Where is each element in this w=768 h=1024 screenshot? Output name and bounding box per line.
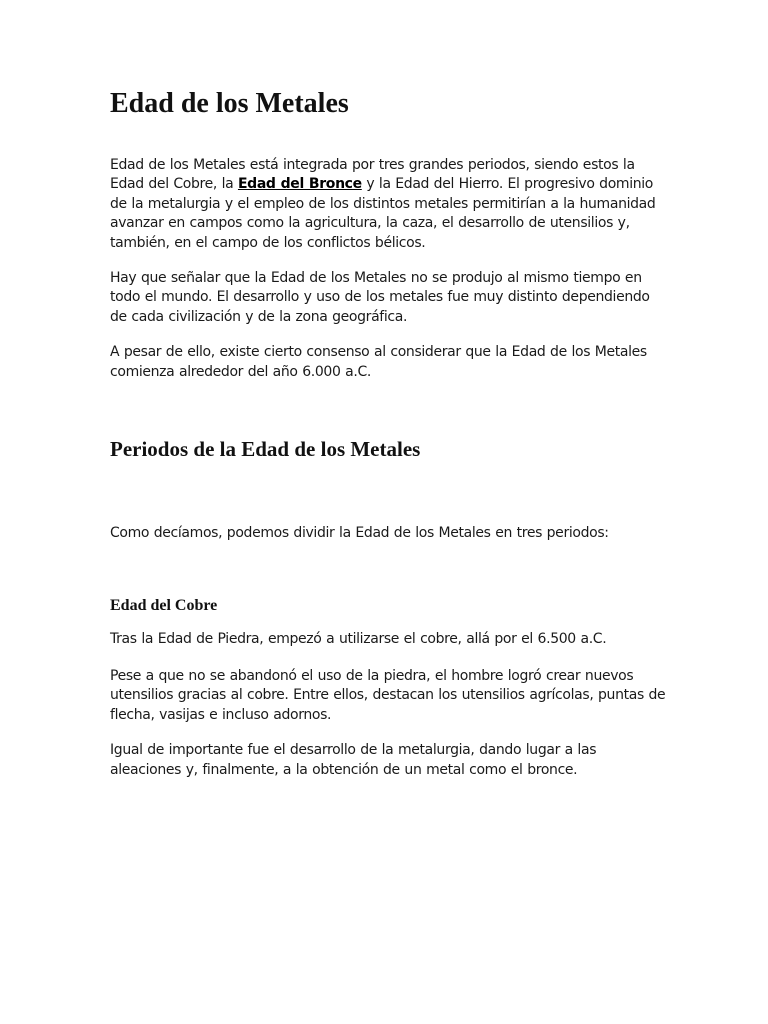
- paragraph-2: Hay que señalar que la Edad de los Metales no se produjo al mismo tiempo en todo el mundo. El desarrollo y uso de los metales fue muy distinto dependiendo de cada civilización y de la zona geográfica.: [110, 270, 650, 325]
- edad-del-bronce-link[interactable]: Edad del Bronce: [237, 176, 362, 193]
- paragraph-3: A pesar de ello, existe cierto consenso al considerar que la Edad de los Metales comienza alrededor del año 6.000 a.C.: [110, 344, 647, 380]
- section-heading-periodos: Periodos de la Edad de los Metales: [110, 437, 421, 462]
- periodos-paragraph: Como decíamos, podemos dividir la Edad de los Metales en tres periodos:: [110, 525, 609, 542]
- cobre-paragraph-3: Igual de importante fue el desarrollo de la metalurgia, dando lugar a las aleaciones y, finalmente, a la obtención de un metal como el bronce.: [110, 742, 597, 778]
- cobre-paragraph-2: Pese a que no se abandonó el uso de la piedra, el hombre logró crear nuevos utensilios gracias al cobre. Entre ellos, destacan los utensilios agrícolas, puntas de flecha, vasijas e incluso adornos.: [110, 667, 666, 723]
- cobre-paragraph-1: Tras la Edad de Piedra, empezó a utilizarse el cobre, allá por el 6.500 a.C.: [110, 631, 607, 648]
- intro-text-after-link: y la Edad del Hierro. El progresivo dominio de la metalurgia y el empleo de los distintos metales permitirían a la humanidad avanzar en campos como la agricultura, la caza, el desarrollo de utensilios y, también, en el campo de los conflictos bélicos.: [110, 176, 656, 251]
- section-heading-edad-del-cobre: Edad del Cobre: [110, 597, 218, 615]
- intro-paragraph: [110, 156, 670, 253]
- page-title: Edad de los Metales: [110, 88, 349, 119]
- intro-text-before-link: Edad de los Metales está integrada por tres grandes periodos, siendo estos la Edad del Cobre, la: [110, 157, 635, 193]
- article-body: [110, 84, 670, 780]
